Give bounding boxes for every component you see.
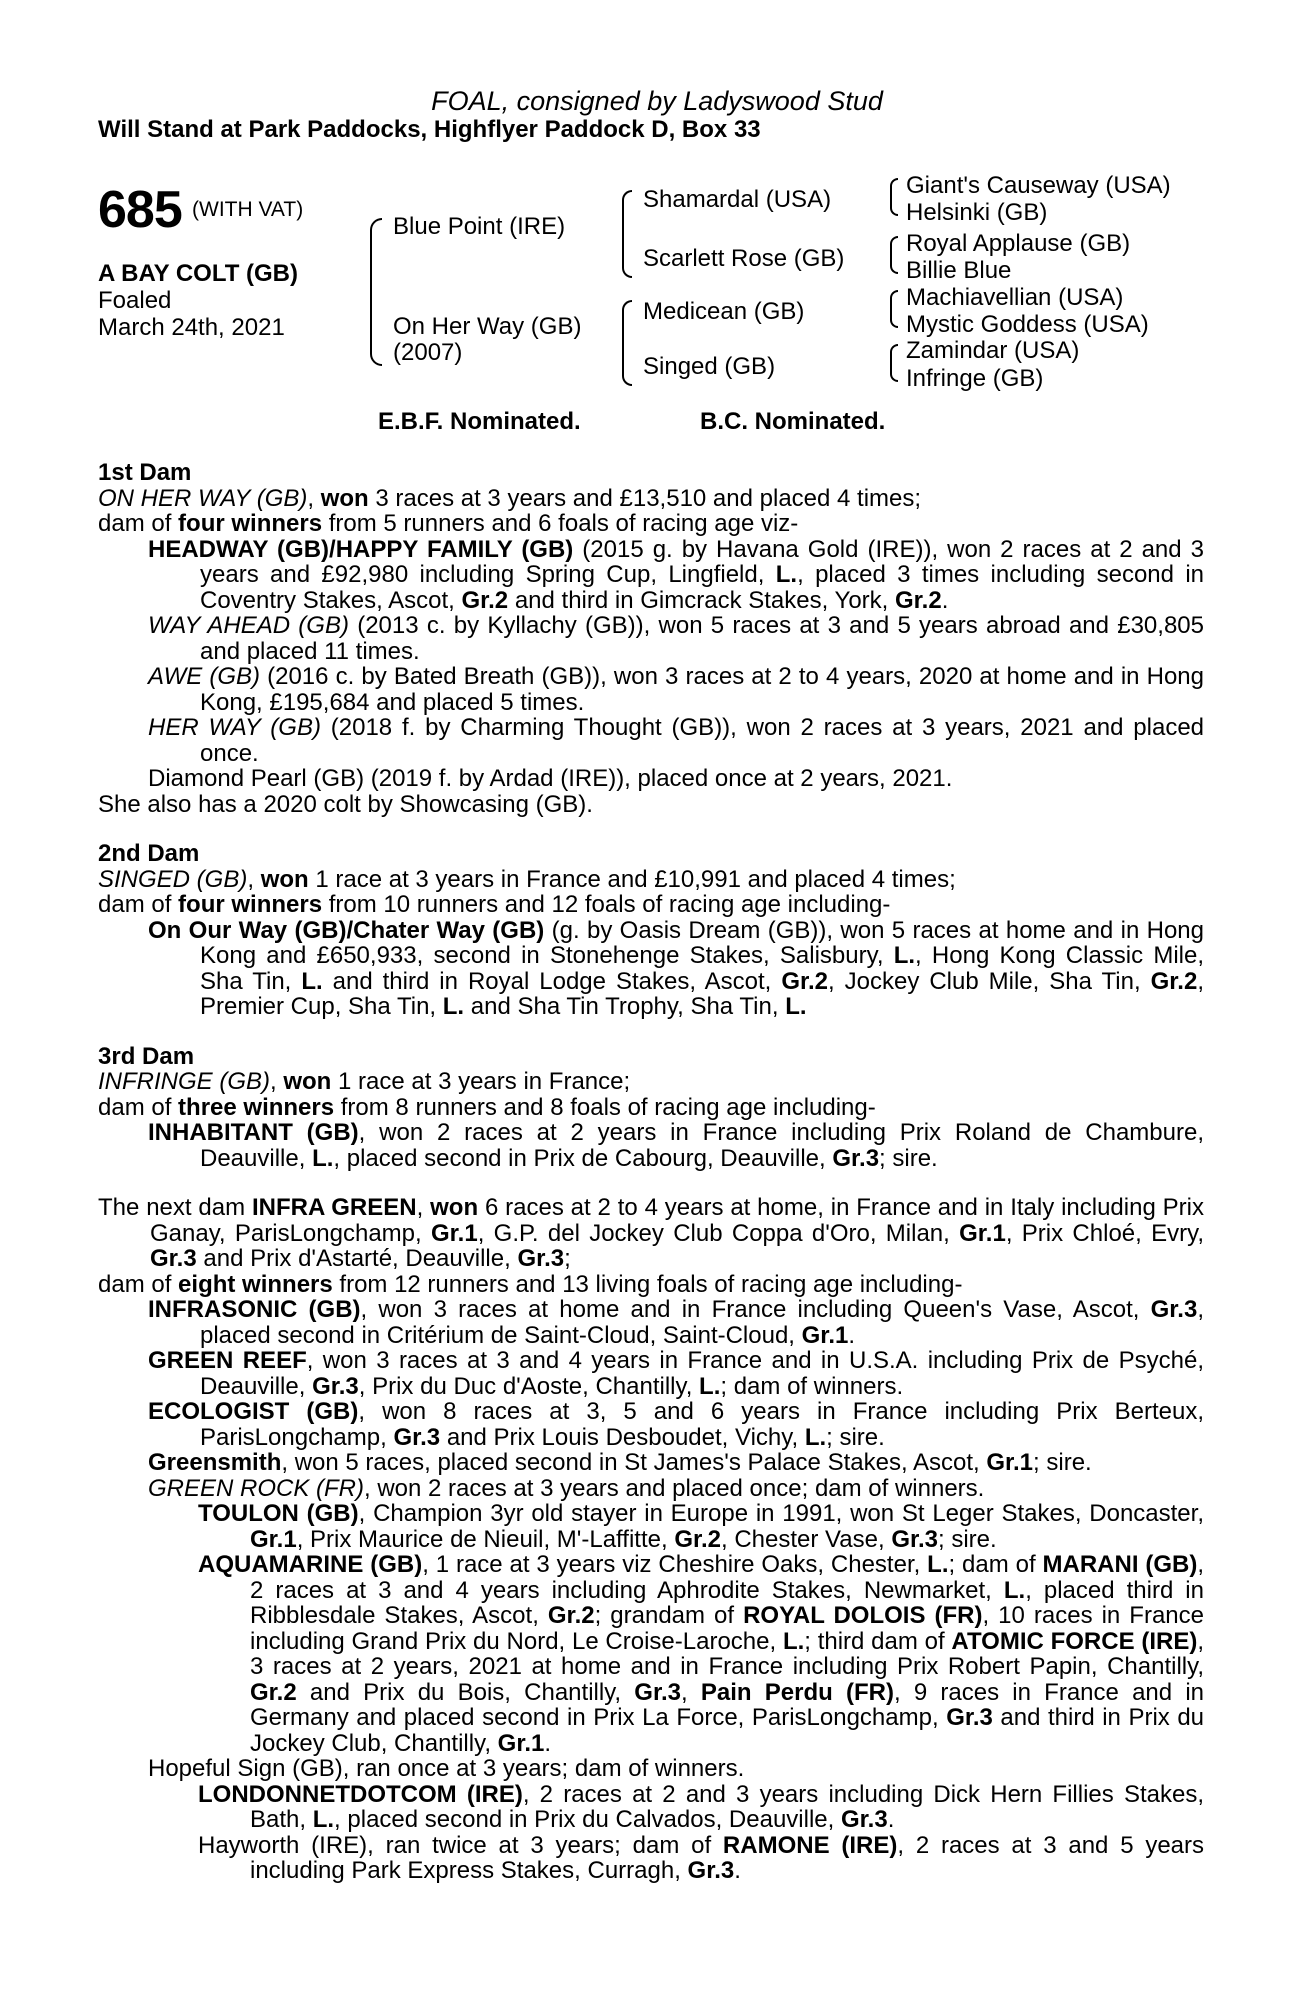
pedigree-body [98, 460, 1204, 1884]
text: dam of [98, 1270, 179, 1298]
produce-name: AWE (GB) [148, 663, 261, 690]
won-label: won [430, 1194, 479, 1221]
sire-sire: Shamardal (USA) [643, 186, 832, 213]
third-dam-line: INFRINGE (GB), won 1 race at 3 years in France; [98, 1068, 631, 1095]
produce-entry [98, 1476, 1204, 1502]
text: The next dam [98, 1194, 252, 1221]
text: from 5 runners and 6 foals of racing age viz- [322, 510, 799, 537]
text: (2018 f. by Charming Thought (GB)), won 2 races at 3 years, 2021 and placed once. [200, 714, 1205, 767]
dam-sire-sire: Machiavellian (USA) [906, 284, 1124, 311]
produce-name: TOULON (GB) [198, 1500, 359, 1527]
dam-dam-sire: Zamindar (USA) [906, 337, 1080, 364]
produce-entry [98, 1450, 1204, 1476]
produce-name: Greensmith [148, 1449, 282, 1476]
sire-dam-sire: Royal Applause (GB) [906, 230, 1131, 257]
dam-year: (2007) [393, 339, 463, 366]
grade-badge: Gr.2 [781, 967, 829, 995]
third-dam-produce-summary [98, 1095, 1204, 1121]
text: and third in Prix du Jockey Club, Chantilly, [250, 1704, 1205, 1757]
pedigree-brace-main-bottom [370, 290, 382, 366]
grade-badge: Gr.2 [895, 586, 942, 614]
text: , placed second in Critérium de Saint-Cloud, Saint-Cloud, [200, 1296, 1204, 1349]
text: 1 race at 3 years in France; [331, 1068, 631, 1095]
first-dam-produce-summary [98, 511, 1204, 537]
produce-entry: Hopeful Sign (GB), ran once at 3 years; dam of winners. [148, 1755, 745, 1782]
text: ; sire. [938, 1525, 997, 1553]
produce-name: ROYAL DOLOIS (FR) [743, 1602, 983, 1629]
grade-badge: L. [804, 1423, 827, 1451]
text: , Prix du Duc d'Aoste, Chantilly, [358, 1372, 700, 1400]
foaled-info [98, 287, 285, 341]
next-dam-name: INFRA GREEN [251, 1194, 417, 1221]
text: , won 5 races, placed second in St James's Palace Stakes, Ascot, [281, 1449, 987, 1476]
produce-name: ECOLOGIST (GB) [148, 1398, 359, 1425]
pedigree-brace-3d-bottom [890, 361, 898, 382]
grade-badge: L. [312, 1144, 334, 1172]
text: from 10 runners and 12 foals of racing age including- [322, 891, 891, 918]
grade-badge: L. [1003, 1576, 1026, 1604]
produce-name: Pain Perdu (FR) [700, 1678, 894, 1706]
text: ; grandam of [594, 1602, 744, 1629]
produce-entry [98, 537, 1204, 614]
text: (2015 g. by Havana Gold (IRE)), won 2 races at 2 and 3 years and £92,980 including Spring Cup, Lingfield, [200, 535, 1204, 588]
grade-badge: Gr.2 [250, 1678, 297, 1706]
produce-name: LONDONNETDOTCOM (IRE) [198, 1780, 523, 1808]
produce-entry [98, 664, 1204, 715]
grade-badge: L. [699, 1372, 721, 1400]
text: , Premier Cup, Sha Tin, [200, 967, 1204, 1020]
text: dam of [98, 891, 179, 918]
grade-badge: Gr.3 [517, 1245, 565, 1272]
dam-sire: Medicean (GB) [643, 298, 805, 325]
second-dam-line: SINGED (GB), won 1 race at 3 years in France and £10,991 and placed 4 times; [98, 865, 956, 893]
text: , Prix Maurice de Nieuil, M'-Laffitte, [296, 1525, 675, 1553]
sire-name: Blue Point (IRE) [393, 213, 566, 240]
pedigree-brace-3a-bottom [890, 195, 898, 216]
grade-badge: Gr.3 [841, 1806, 888, 1833]
grade-badge: Gr.3 [832, 1144, 880, 1172]
grade-badge: Gr.2 [674, 1525, 722, 1553]
dam-dam: Singed (GB) [643, 353, 776, 380]
text: ; third dam of [804, 1627, 952, 1655]
first-dam-heading: 1st Dam [98, 459, 192, 486]
produce-name: MARANI (GB) [1042, 1551, 1198, 1578]
text: , Hong Kong Classic Mile, Sha Tin, [200, 942, 1204, 995]
produce-entry [98, 1297, 1204, 1348]
grade-badge: L. [775, 561, 798, 588]
text: . [848, 1321, 856, 1349]
third-dam-name: INFRINGE (GB) [98, 1068, 270, 1095]
text: and Prix d'Astarté, Deauville, [196, 1245, 518, 1272]
sire-sire-sire: Giant's Causeway (USA) [906, 172, 1171, 199]
text: , 3 races at 2 years, 2021 at home and in France including Prix Robert Papin, Chantilly, [250, 1627, 1205, 1680]
text: , [681, 1678, 701, 1706]
text: , 10 races in France including Grand Prix du Nord, Le Croise-Laroche, [250, 1602, 1204, 1655]
text: ; sire. [826, 1423, 885, 1451]
grade-badge: Gr.3 [312, 1372, 359, 1400]
text: , Chester Vase, [721, 1525, 892, 1553]
grade-badge: Gr.2 [547, 1602, 595, 1629]
won-label: won [320, 484, 369, 512]
text: and Prix du Bois, Chantilly, [296, 1678, 635, 1706]
produce-name: GREEN REEF [148, 1347, 307, 1374]
text: , won 8 races at 3, 5 and 6 years in France including Prix Berteux, ParisLongchamp, [200, 1398, 1204, 1451]
winners-count: three winners [178, 1093, 335, 1121]
produce-name: ATOMIC FORCE (IRE) [951, 1627, 1198, 1655]
text: , Prix Chloé, Evry, [1005, 1219, 1204, 1247]
grandproduce-entry [98, 1782, 1204, 1833]
lot-number: 685 [98, 181, 182, 239]
grade-badge: Gr.3 [687, 1857, 735, 1884]
produce-entry: Diamond Pearl (GB) (2019 f. by Ardad (IRE)), placed once at 2 years, 2021. [148, 765, 953, 792]
text: , placed 3 times including second in Coventry Stakes, Ascot, [200, 561, 1204, 614]
text: , 9 races in France and in Germany and placed second in Prix La Force, ParisLongchamp, [250, 1678, 1205, 1731]
grade-badge: Gr.3 [393, 1423, 441, 1451]
grade-badge: Gr.3 [946, 1704, 993, 1731]
text: and Sha Tin Trophy, Sha Tin, [464, 993, 786, 1020]
text: ; sire. [879, 1144, 938, 1172]
text: 1 race at 3 years in France and £10,991 and placed 4 times; [308, 865, 956, 893]
sire-sire-dam: Helsinki (GB) [906, 199, 1048, 226]
text: 6 races at 2 to 4 years at home, in France and in Italy including Prix Ganay, ParisLongchamp, [150, 1194, 1204, 1247]
text: , 1 race at 3 years viz Cheshire Oaks, Chester, [422, 1551, 928, 1578]
produce-name: RAMONE (IRE) [722, 1831, 898, 1859]
grade-badge: L. [893, 942, 916, 969]
text: (2016 c. by Bated Breath (GB)), won 3 races at 2 to 4 years, 2020 at home and in Hong Kong, £195,684 and placed 5 times. [200, 663, 1205, 716]
text: , Champion 3yr old stayer in Europe in 1991, won St Leger Stakes, Doncaster, [358, 1500, 1204, 1527]
grade-badge: Gr.3 [891, 1525, 939, 1553]
produce-name: INFRASONIC (GB) [148, 1296, 361, 1323]
grade-badge: L. [442, 993, 465, 1020]
grade-badge: L. [312, 1806, 335, 1833]
produce-entry [98, 918, 1204, 1020]
produce-name: GREEN ROCK (FR) [148, 1474, 364, 1502]
text: ; [564, 1245, 571, 1272]
grade-badge: Gr.2 [1150, 967, 1198, 995]
grade-badge: Gr.1 [430, 1219, 478, 1247]
text: , placed third in Ribblesdale Stakes, Ascot, [250, 1576, 1204, 1629]
text: , Jockey Club Mile, Sha Tin, [828, 967, 1151, 995]
text: , 2 races at 2 and 3 years including Dick Hern Fillies Stakes, Bath, [250, 1780, 1204, 1833]
won-label: won [283, 1068, 332, 1095]
text: and third in Royal Lodge Stakes, Ascot, [322, 967, 782, 995]
grade-badge: Gr.3 [634, 1678, 681, 1706]
bc-nomination: B.C. Nominated. [700, 408, 886, 435]
sire-dam-dam: Billie Blue [906, 257, 1012, 284]
text: ; sire. [1033, 1449, 1092, 1476]
grade-badge: Gr.1 [250, 1525, 297, 1553]
text: , placed second in Prix du Calvados, Deauville, [334, 1806, 841, 1833]
first-dam-line: ON HER WAY (GB), won 3 races at 3 years and £13,510 and placed 4 times; [98, 484, 922, 512]
grade-badge: Gr.1 [801, 1321, 849, 1349]
text: . [544, 1729, 552, 1757]
text: (g. by Oasis Dream (GB)), won 5 races at home and in Hong Kong and £650,933, second in Stonehenge Stakes, Salisbury, [200, 916, 1205, 969]
pedigree-brace-main-top [370, 218, 382, 294]
stabling-line: Will Stand at Park Paddocks, Highflyer Paddock D, Box 33 [98, 116, 761, 143]
second-dam-name: SINGED (GB) [98, 865, 248, 893]
sire-dam: Scarlett Rose (GB) [643, 245, 845, 272]
text: , placed second in Prix de Cabourg, Deauville, [333, 1144, 833, 1172]
grade-badge: Gr.1 [959, 1219, 1006, 1247]
produce-entry [98, 613, 1204, 664]
text: , G.P. del Jockey Club Coppa d'Oro, Milan, [477, 1219, 960, 1247]
foaled-date: March 24th, 2021 [98, 314, 285, 341]
produce-entry [98, 715, 1204, 766]
consignor-line: FOAL, consigned by Ladyswood Stud [431, 86, 883, 116]
text: ; dam of [948, 1551, 1043, 1578]
winners-count: eight winners [178, 1270, 333, 1298]
dam-name: On Her Way (GB) [393, 313, 582, 340]
produce-note: She also has a 2020 colt by Showcasing (GB). [98, 790, 593, 818]
grade-badge: Gr.3 [1150, 1296, 1198, 1323]
text: . [734, 1857, 741, 1884]
pedigree-brace-sire-top [622, 190, 632, 238]
pedigree-brace-3c-bottom [890, 307, 898, 328]
pedigree-brace-dam-top [622, 300, 632, 348]
produce-name: HER WAY (GB) [148, 714, 321, 741]
produce-name: On Our Way (GB)/Chater Way (GB) [148, 916, 545, 944]
first-dam-name: ON HER WAY (GB) [98, 484, 308, 512]
won-label: won [260, 865, 309, 893]
produce-entry [98, 1399, 1204, 1450]
text: , won 2 races at 2 years in France including Prix Roland de Chambure, Deauville, [200, 1119, 1204, 1172]
winners-count: four winners [178, 510, 323, 537]
grandproduce-entry [98, 1552, 1204, 1756]
text: , won 3 races at 3 and 4 years in France and in U.S.A. including Prix de Psyché, Deauville, [200, 1347, 1205, 1400]
grade-badge: Gr.1 [497, 1729, 545, 1757]
text: . [941, 586, 949, 614]
vat-label: (WITH VAT) [192, 198, 304, 221]
horse-title: A BAY COLT (GB) [98, 260, 299, 287]
grade-badge: L. [785, 993, 807, 1020]
second-dam-produce-summary [98, 892, 1204, 918]
produce-name: WAY AHEAD (GB) [148, 612, 349, 639]
dam-dam-dam: Infringe (GB) [906, 365, 1044, 392]
grandproduce-entry [98, 1833, 1204, 1884]
produce-name: AQUAMARINE (GB) [198, 1551, 423, 1578]
text: Hayworth (IRE), ran twice at 3 years; dam of [198, 1831, 723, 1859]
text: , 2 races at 3 and 5 years including Park Express Stakes, Curragh, [250, 1831, 1205, 1884]
produce-entry [98, 1120, 1204, 1171]
second-dam-heading: 2nd Dam [98, 840, 200, 867]
foaled-label: Foaled [98, 287, 172, 314]
grade-badge: Gr.2 [461, 586, 509, 614]
grade-badge: Gr.3 [150, 1245, 197, 1272]
text: , won 3 races at home and in France including Queen's Vase, Ascot, [360, 1296, 1151, 1323]
winners-count: four winners [178, 891, 323, 918]
produce-entry [98, 1348, 1204, 1399]
grade-badge: L. [927, 1551, 949, 1578]
text: . [887, 1806, 895, 1833]
pedigree-brace-dam-bottom [622, 344, 632, 386]
text: , won 2 races at 3 years and placed once; dam of winners. [364, 1474, 985, 1502]
text: dam of [98, 1093, 179, 1121]
grade-badge: Gr.1 [986, 1449, 1034, 1476]
produce-name: HEADWAY (GB)/HAPPY FAMILY (GB) [148, 535, 574, 563]
next-dam-produce-summary [98, 1272, 1204, 1298]
pedigree-brace-sire-bottom [622, 234, 632, 278]
next-dam-line: The next dam INFRA GREEN, won 6 races at 2 to 4 years at home, in France and in Italy including Prix Ganay, ParisLongchamp, Gr.1, G.P. del Jockey Club Coppa d'Oro, Milan, Gr.1, Prix Chloé, Evry, Gr.3 and Prix d'Astarté, Deauville, Gr.3; [98, 1194, 1204, 1272]
produce-name: INHABITANT (GB) [148, 1119, 359, 1146]
text: and third in Gimcrack Stakes, York, [508, 586, 895, 614]
ebf-nomination: E.B.F. Nominated. [378, 408, 581, 435]
grandproduce-entry [98, 1501, 1204, 1552]
dam-sire-dam: Mystic Goddess (USA) [906, 311, 1149, 338]
pedigree-brace-3b-bottom [890, 253, 898, 274]
text: and Prix Louis Desboudet, Vichy, [440, 1423, 805, 1451]
grade-badge: L. [301, 967, 323, 995]
grade-badge: L. [782, 1627, 805, 1655]
text: dam of [98, 510, 179, 537]
text: , 2 races at 3 and 4 years including Aphrodite Stakes, Newmarket, [250, 1551, 1205, 1604]
first-dam-record: 3 races at 3 years and £13,510 and placed 4 times; [368, 484, 922, 512]
text: (2013 c. by Kyllachy (GB)), won 5 races at 3 and 5 years abroad and £30,805 and placed 11 times. [200, 612, 1204, 665]
text: from 8 runners and 8 foals of racing age including- [334, 1093, 876, 1121]
third-dam-heading: 3rd Dam [98, 1042, 195, 1070]
text: from 12 runners and 13 living foals of racing age including- [332, 1270, 963, 1298]
text: ; dam of winners. [720, 1372, 904, 1400]
